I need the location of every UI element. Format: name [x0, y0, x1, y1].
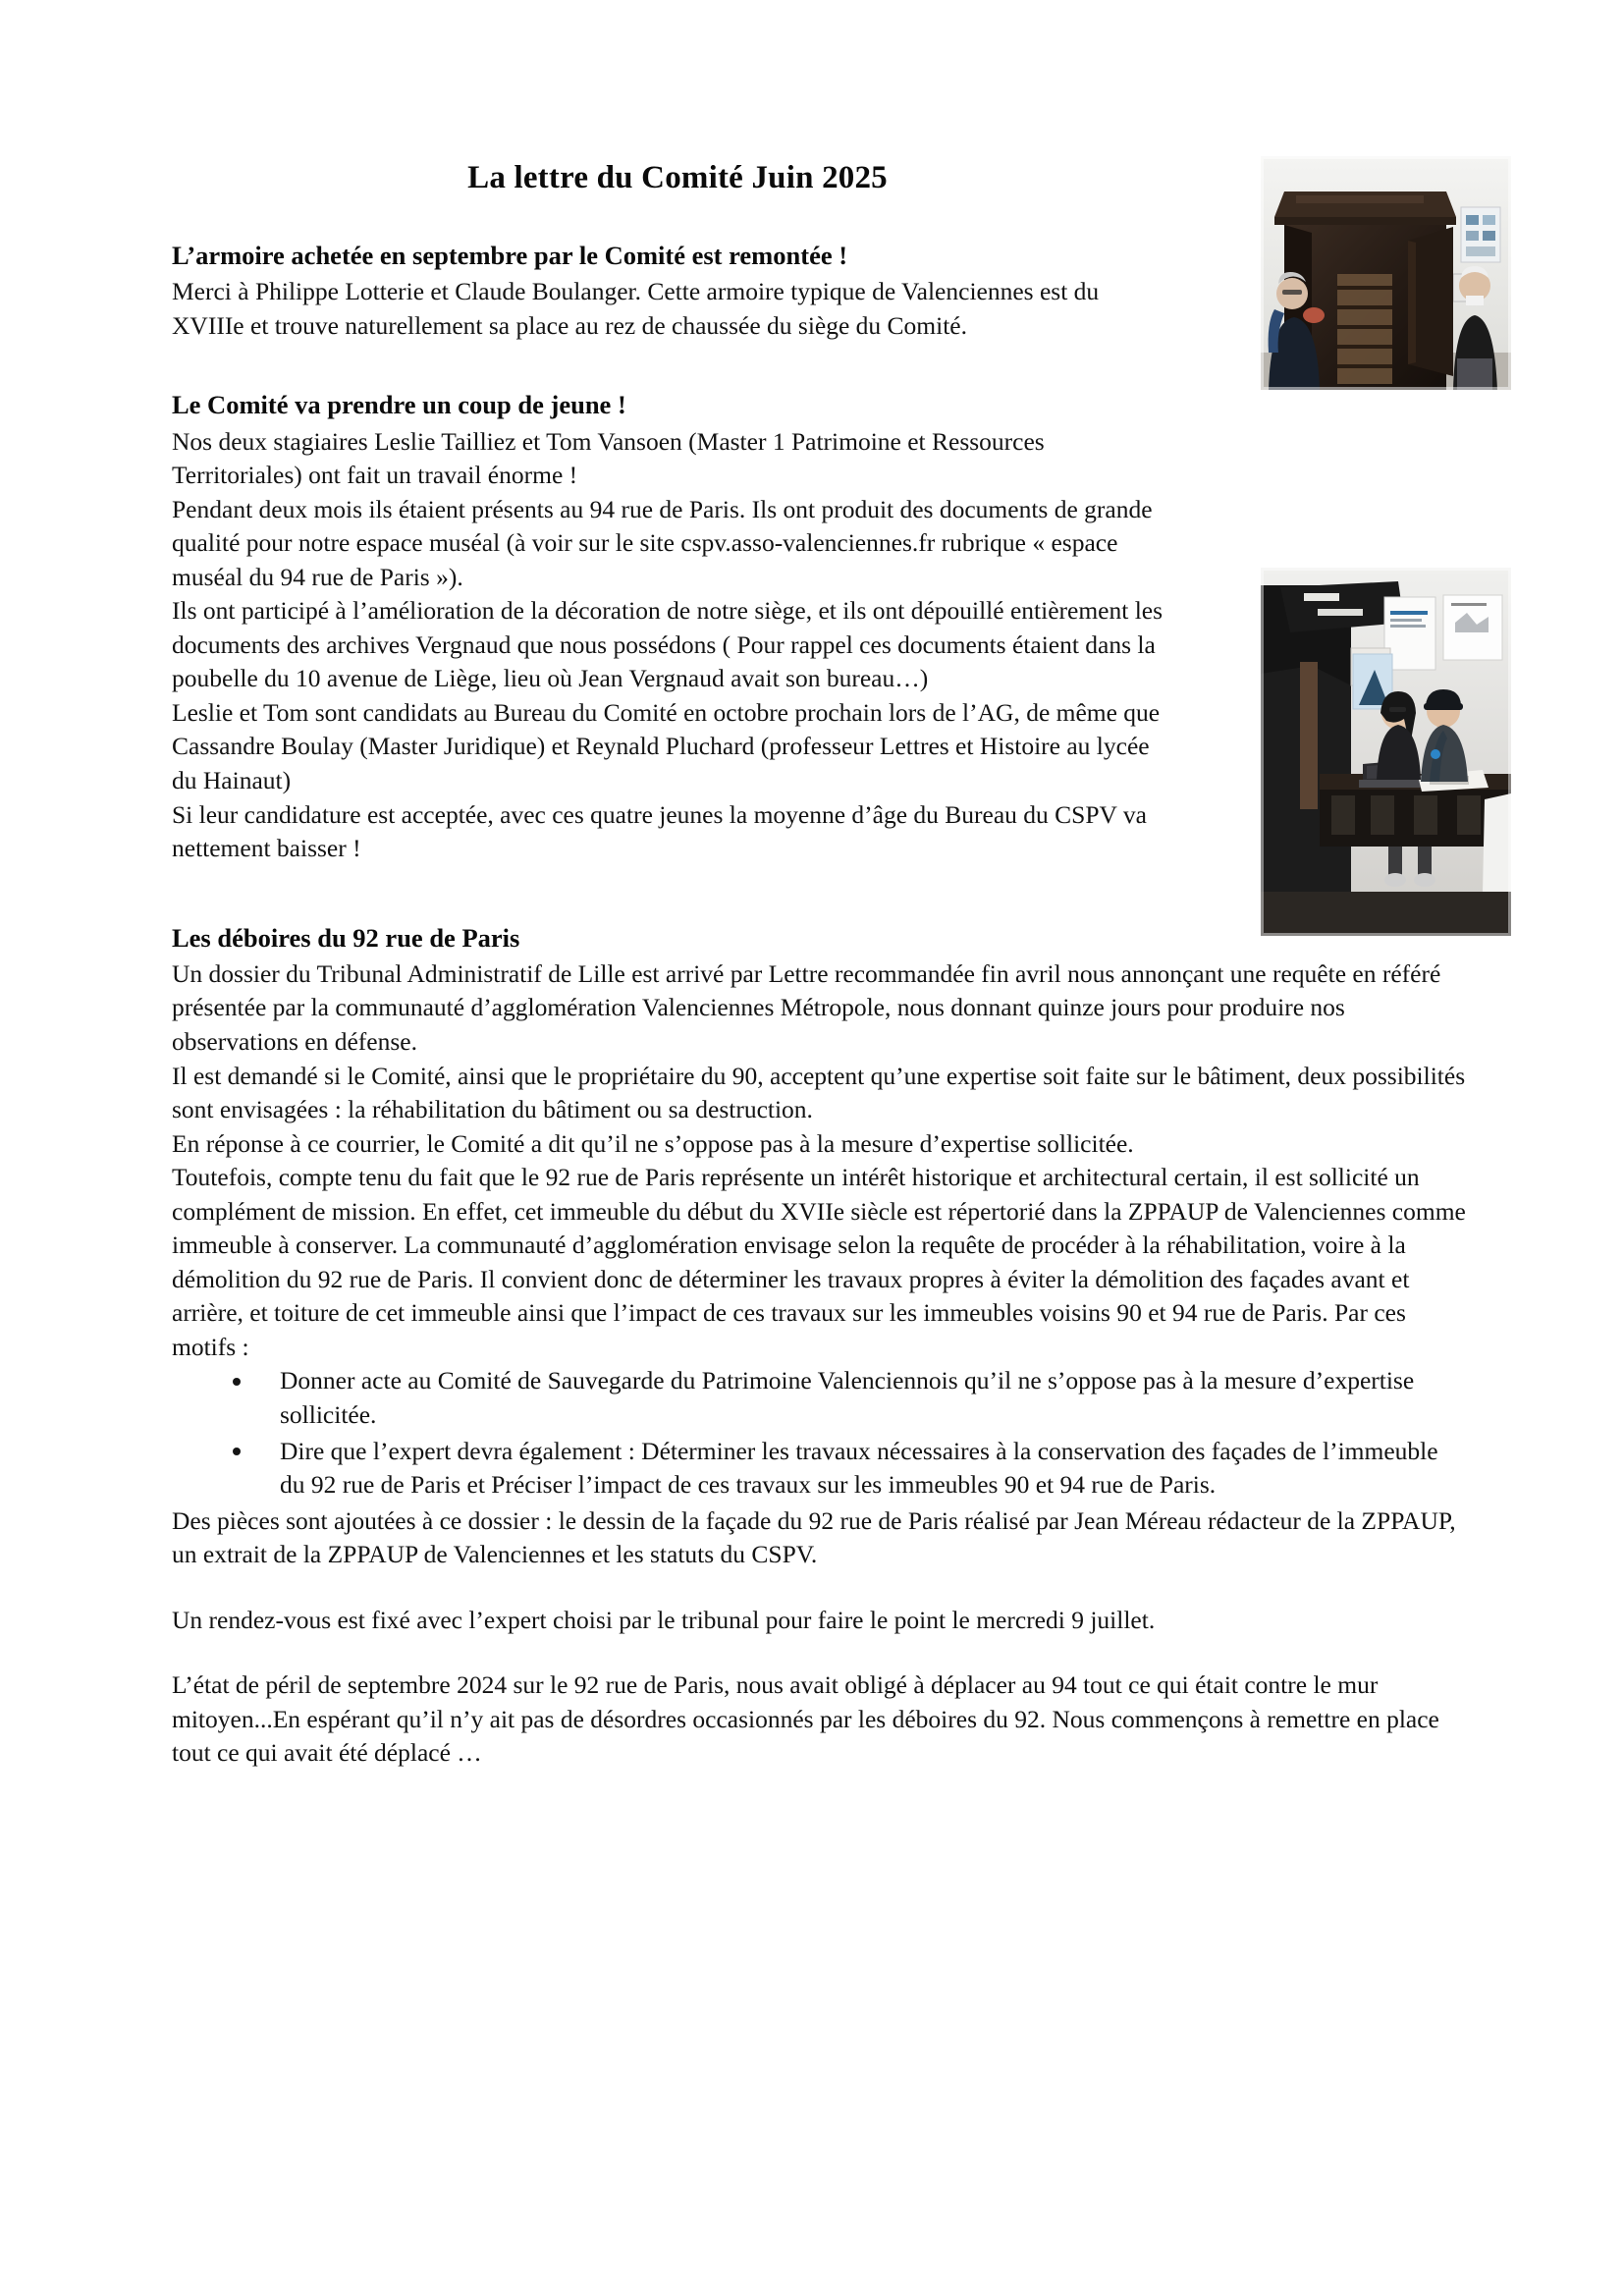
- motifs-list: [172, 1364, 1468, 1502]
- paragraph-deboires-2: Il est demandé si le Comité, ainsi que le propriétaire du 90, acceptent qu’une expertise soit faite sur le bâtiment, deux possibilités sont envisagées : la réhabilitation du bâtiment ou sa destruction.: [172, 1061, 1466, 1124]
- document-body: [172, 239, 1468, 1771]
- paragraph-etat-de-peril: L’état de péril de septembre 2024 sur le 92 rue de Paris, nous avait obligé à déplacer au 94 tout ce qui était contre le mur mitoyen...En espérant qu’il n’y ait pas de désordres occasionnés par les déboires du 92. Nous commençons à remettre en place tout ce qui avait été déplacé …: [172, 1670, 1439, 1768]
- section-heading-deboires: Les déboires du 92 rue de Paris: [172, 922, 520, 953]
- photo-interns-graphic: [1261, 568, 1511, 936]
- list-item: [172, 1364, 1468, 1432]
- bullet-icon: [233, 1378, 241, 1386]
- bullet-icon: [233, 1448, 241, 1455]
- section-deboires-92: [172, 921, 1468, 1771]
- paragraph-pieces-ajoutees: Des pièces sont ajoutées à ce dossier : le dessin de la façade du 92 rue de Paris réalisé par Jean Méreau rédacteur de la ZPPAUP, un extrait de la ZPPAUP de Valenciennes et les statuts du CSPV.: [172, 1505, 1456, 1569]
- list-item-text: Donner acte au Comité de Sauvegarde du Patrimoine Valenciennois qu’il ne s’oppose pas à la mesure d’expertise sollicitée.: [280, 1366, 1415, 1430]
- paragraph-jeune-4: Leslie et Tom sont candidats au Bureau du Comité en octobre prochain lors de l’AG, de même que Cassandre Boulay (Master Juridique) et Reynald Pluchard (professeur Lettres et Histoire au lycée du Hainaut): [172, 697, 1161, 795]
- page-title: La lettre du Comité Juin 2025: [467, 160, 888, 195]
- paragraph-deboires-1: Un dossier du Tribunal Administratif de Lille est arrivé par Lettre recommandée fin avril nous annonçant une requête en référé présentée par la communauté d’agglomération Valenciennes Métropole, nous donnant quinze jours pour produire nos observations en défense.: [172, 958, 1441, 1056]
- section-heading-armoire: L’armoire achetée en septembre par le Comité est remontée !: [172, 241, 848, 270]
- paragraph-armoire-1: Merci à Philippe Lotterie et Claude Boulanger. Cette armoire typique de Valenciennes est du XVIIIe et trouve naturellement sa place au rez de chaussée du siège du Comité.: [172, 277, 1100, 340]
- paragraph-jeune-3: Ils ont participé à l’amélioration de la décoration de notre siège, et ils ont dépouillé entièrement les documents des archives Vergnaud que nous possédons ( Pour rappel ces documents étaient dans la poubelle du 10 avenue de Liège, lieu où Jean Vergnaud avait son bureau…): [172, 596, 1164, 693]
- spacer: [172, 1572, 1468, 1604]
- photo-armoire-graphic: [1261, 156, 1511, 390]
- paragraph-jeune-5: Si leur candidature est acceptée, avec ces quatre jeunes la moyenne d’âge du Bureau du CSPV va nettement baisser !: [172, 799, 1147, 863]
- list-item: [172, 1435, 1468, 1503]
- paragraph-deboires-4: Toutefois, compte tenu du fait que le 92 rue de Paris représente un intérêt historique et architectural certain, il est sollicité un complément de mission. En effet, cet immeuble du début du XVIIe siècle est répertorié dans la ZPPAUP de Valenciennes comme immeuble à conserver. La communauté d’agglomération envisage selon la requête de procéder à la réhabilitation, voire à la démolition du 92 rue de Paris. Il convient donc de déterminer les travaux propres à éviter la démolition des façades avant et arrière, et toiture de cet immeuble ainsi que l’impact de ces travaux sur les immeubles voisins 90 et 94 rue de Paris. Par ces motifs :: [172, 1163, 1466, 1361]
- paragraph-jeune-1: Nos deux stagiaires Leslie Tailliez et Tom Vansoen (Master 1 Patrimoine et Ressources Territoriales) ont fait un travail énorme !: [172, 426, 1045, 490]
- paragraph-deboires-3: En réponse à ce courrier, le Comité a dit qu’il ne s’oppose pas à la mesure d’expertise sollicitée.: [172, 1128, 1134, 1158]
- list-item-text: Dire que l’expert devra également : Déterminer les travaux nécessaires à la conservation des façades de l’immeuble du 92 rue de Paris et Préciser l’impact de ces travaux sur les immeubles 90 et 94 rue de Paris.: [280, 1436, 1438, 1500]
- photo-armoire: [1261, 156, 1511, 390]
- section-heading-coup-de-jeune: Le Comité va prendre un coup de jeune !: [172, 390, 626, 420]
- spacer: [172, 1637, 1468, 1668]
- paragraph-jeune-2: Pendant deux mois ils étaient présents au 94 rue de Paris. Ils ont produit des documents de grande qualité pour notre espace muséal (à voir sur le site cspv.asso-valenciennes.fr rubrique « espace muséal du 94 rue de Paris »).: [172, 494, 1153, 591]
- photo-interns: [1261, 568, 1511, 936]
- paragraph-rendez-vous: Un rendez-vous est fixé avec l’expert choisi par le tribunal pour faire le point le mercredi 9 juillet.: [172, 1605, 1156, 1634]
